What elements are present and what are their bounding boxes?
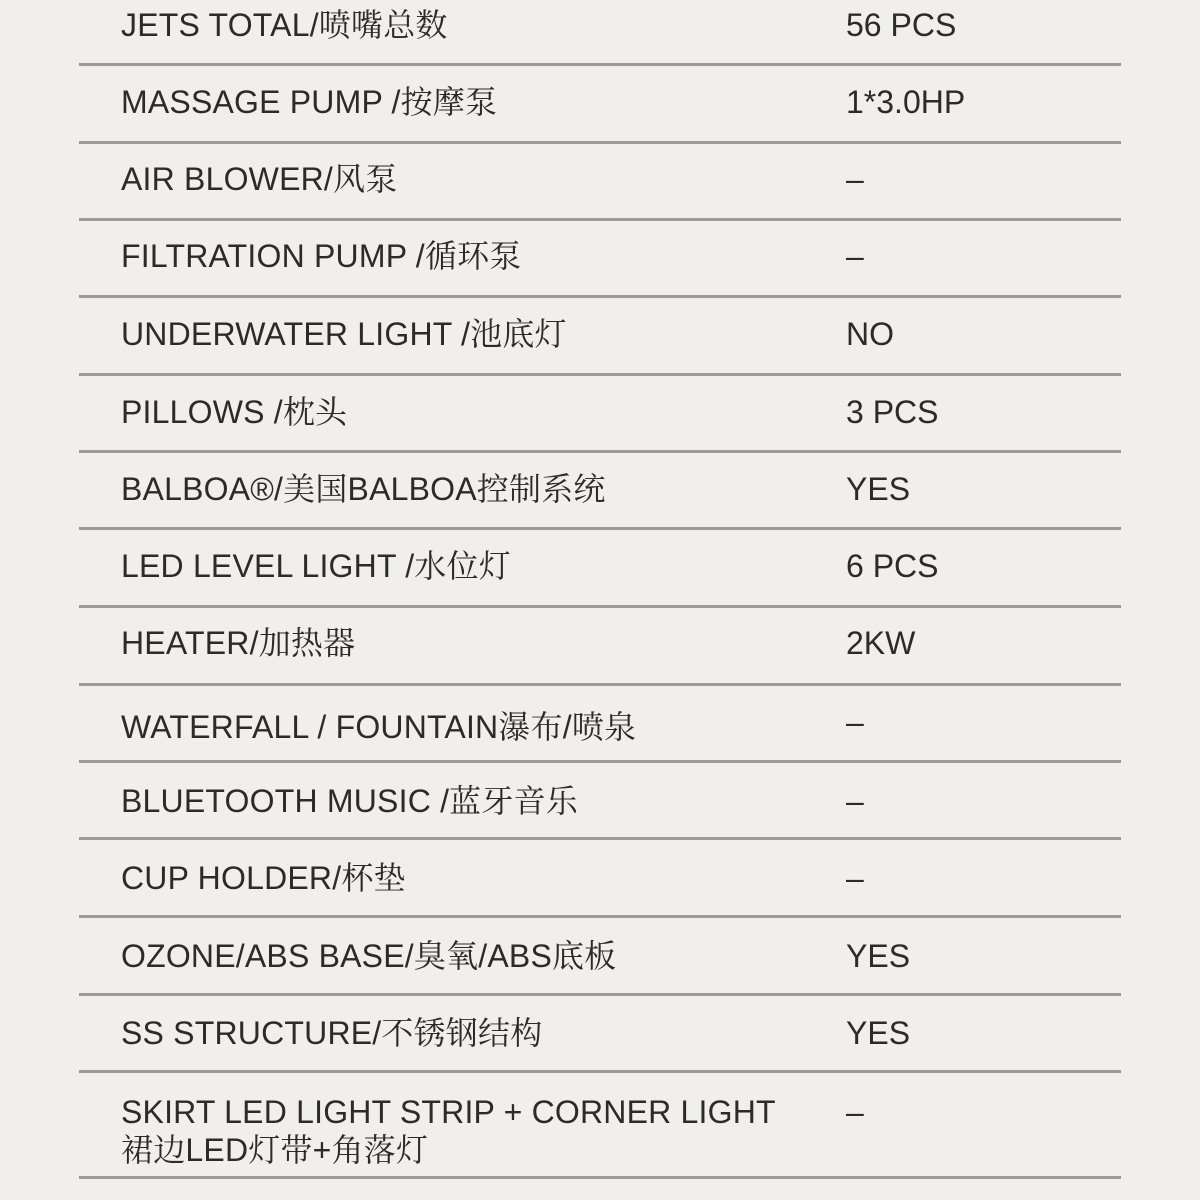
spec-row-heater <box>79 608 1121 686</box>
spec-label: OZONE/ABS BASE/臭氧/ABS底板 <box>121 938 617 974</box>
spec-label-line2: 裙边LED灯带+角落灯 <box>121 1132 429 1168</box>
spec-value: – <box>846 860 864 896</box>
spec-label <box>121 1093 776 1169</box>
spec-value: YES <box>846 938 911 974</box>
spec-row-bluetooth-music <box>79 763 1121 840</box>
spec-value: 2KW <box>846 625 916 661</box>
spec-row-underwater-light <box>79 298 1121 376</box>
spec-label: SS STRUCTURE/不锈钢结构 <box>121 1015 543 1051</box>
spec-value: YES <box>846 471 911 507</box>
spec-row-air-blower <box>79 144 1121 221</box>
spec-row-skirt-led-light <box>79 1073 1121 1179</box>
spec-value: – <box>846 238 864 274</box>
spec-row-balboa <box>79 453 1121 530</box>
spec-value: 3 PCS <box>846 394 939 430</box>
spec-label: BLUETOOTH MUSIC /蓝牙音乐 <box>121 783 578 819</box>
spec-value: 6 PCS <box>846 548 939 584</box>
spec-label: AIR BLOWER/风泵 <box>121 161 398 197</box>
spec-row-pillows <box>79 376 1121 453</box>
spec-value: 56 PCS <box>846 7 957 43</box>
spec-label: MASSAGE PUMP /按摩泵 <box>121 84 498 120</box>
spec-value: – <box>846 704 864 740</box>
spec-value: – <box>846 783 864 819</box>
spec-label: LED LEVEL LIGHT /水位灯 <box>121 548 511 584</box>
spec-label: JETS TOTAL/喷嘴总数 <box>121 7 448 43</box>
spec-row-waterfall-fountain <box>79 686 1121 763</box>
spec-label: FILTRATION PUMP /循环泵 <box>121 238 522 274</box>
spec-label-line1: SKIRT LED LIGHT STRIP + CORNER LIGHT <box>121 1094 776 1130</box>
spec-label: PILLOWS /枕头 <box>121 394 348 430</box>
spec-label: UNDERWATER LIGHT /池底灯 <box>121 316 567 352</box>
spec-label: BALBOA®/美国BALBOA控制系统 <box>121 471 606 507</box>
spec-value: – <box>846 1094 864 1130</box>
spec-value: YES <box>846 1015 911 1051</box>
spec-row-ozone-abs-base <box>79 918 1121 996</box>
spec-row-massage-pump <box>79 66 1121 144</box>
spec-row-ss-structure <box>79 996 1121 1073</box>
spec-row-filtration-pump <box>79 221 1121 298</box>
spec-row-jets-total <box>79 0 1121 66</box>
spec-row-cup-holder <box>79 840 1121 918</box>
spec-value: 1*3.0HP <box>846 84 966 120</box>
spec-label: CUP HOLDER/杯垫 <box>121 860 406 896</box>
spec-value: – <box>846 161 864 197</box>
spec-label: WATERFALL / FOUNTAIN瀑布/喷泉 <box>121 709 637 745</box>
spec-label: HEATER/加热器 <box>121 625 356 661</box>
spec-row-led-level-light <box>79 530 1121 608</box>
spec-value: NO <box>846 316 894 352</box>
